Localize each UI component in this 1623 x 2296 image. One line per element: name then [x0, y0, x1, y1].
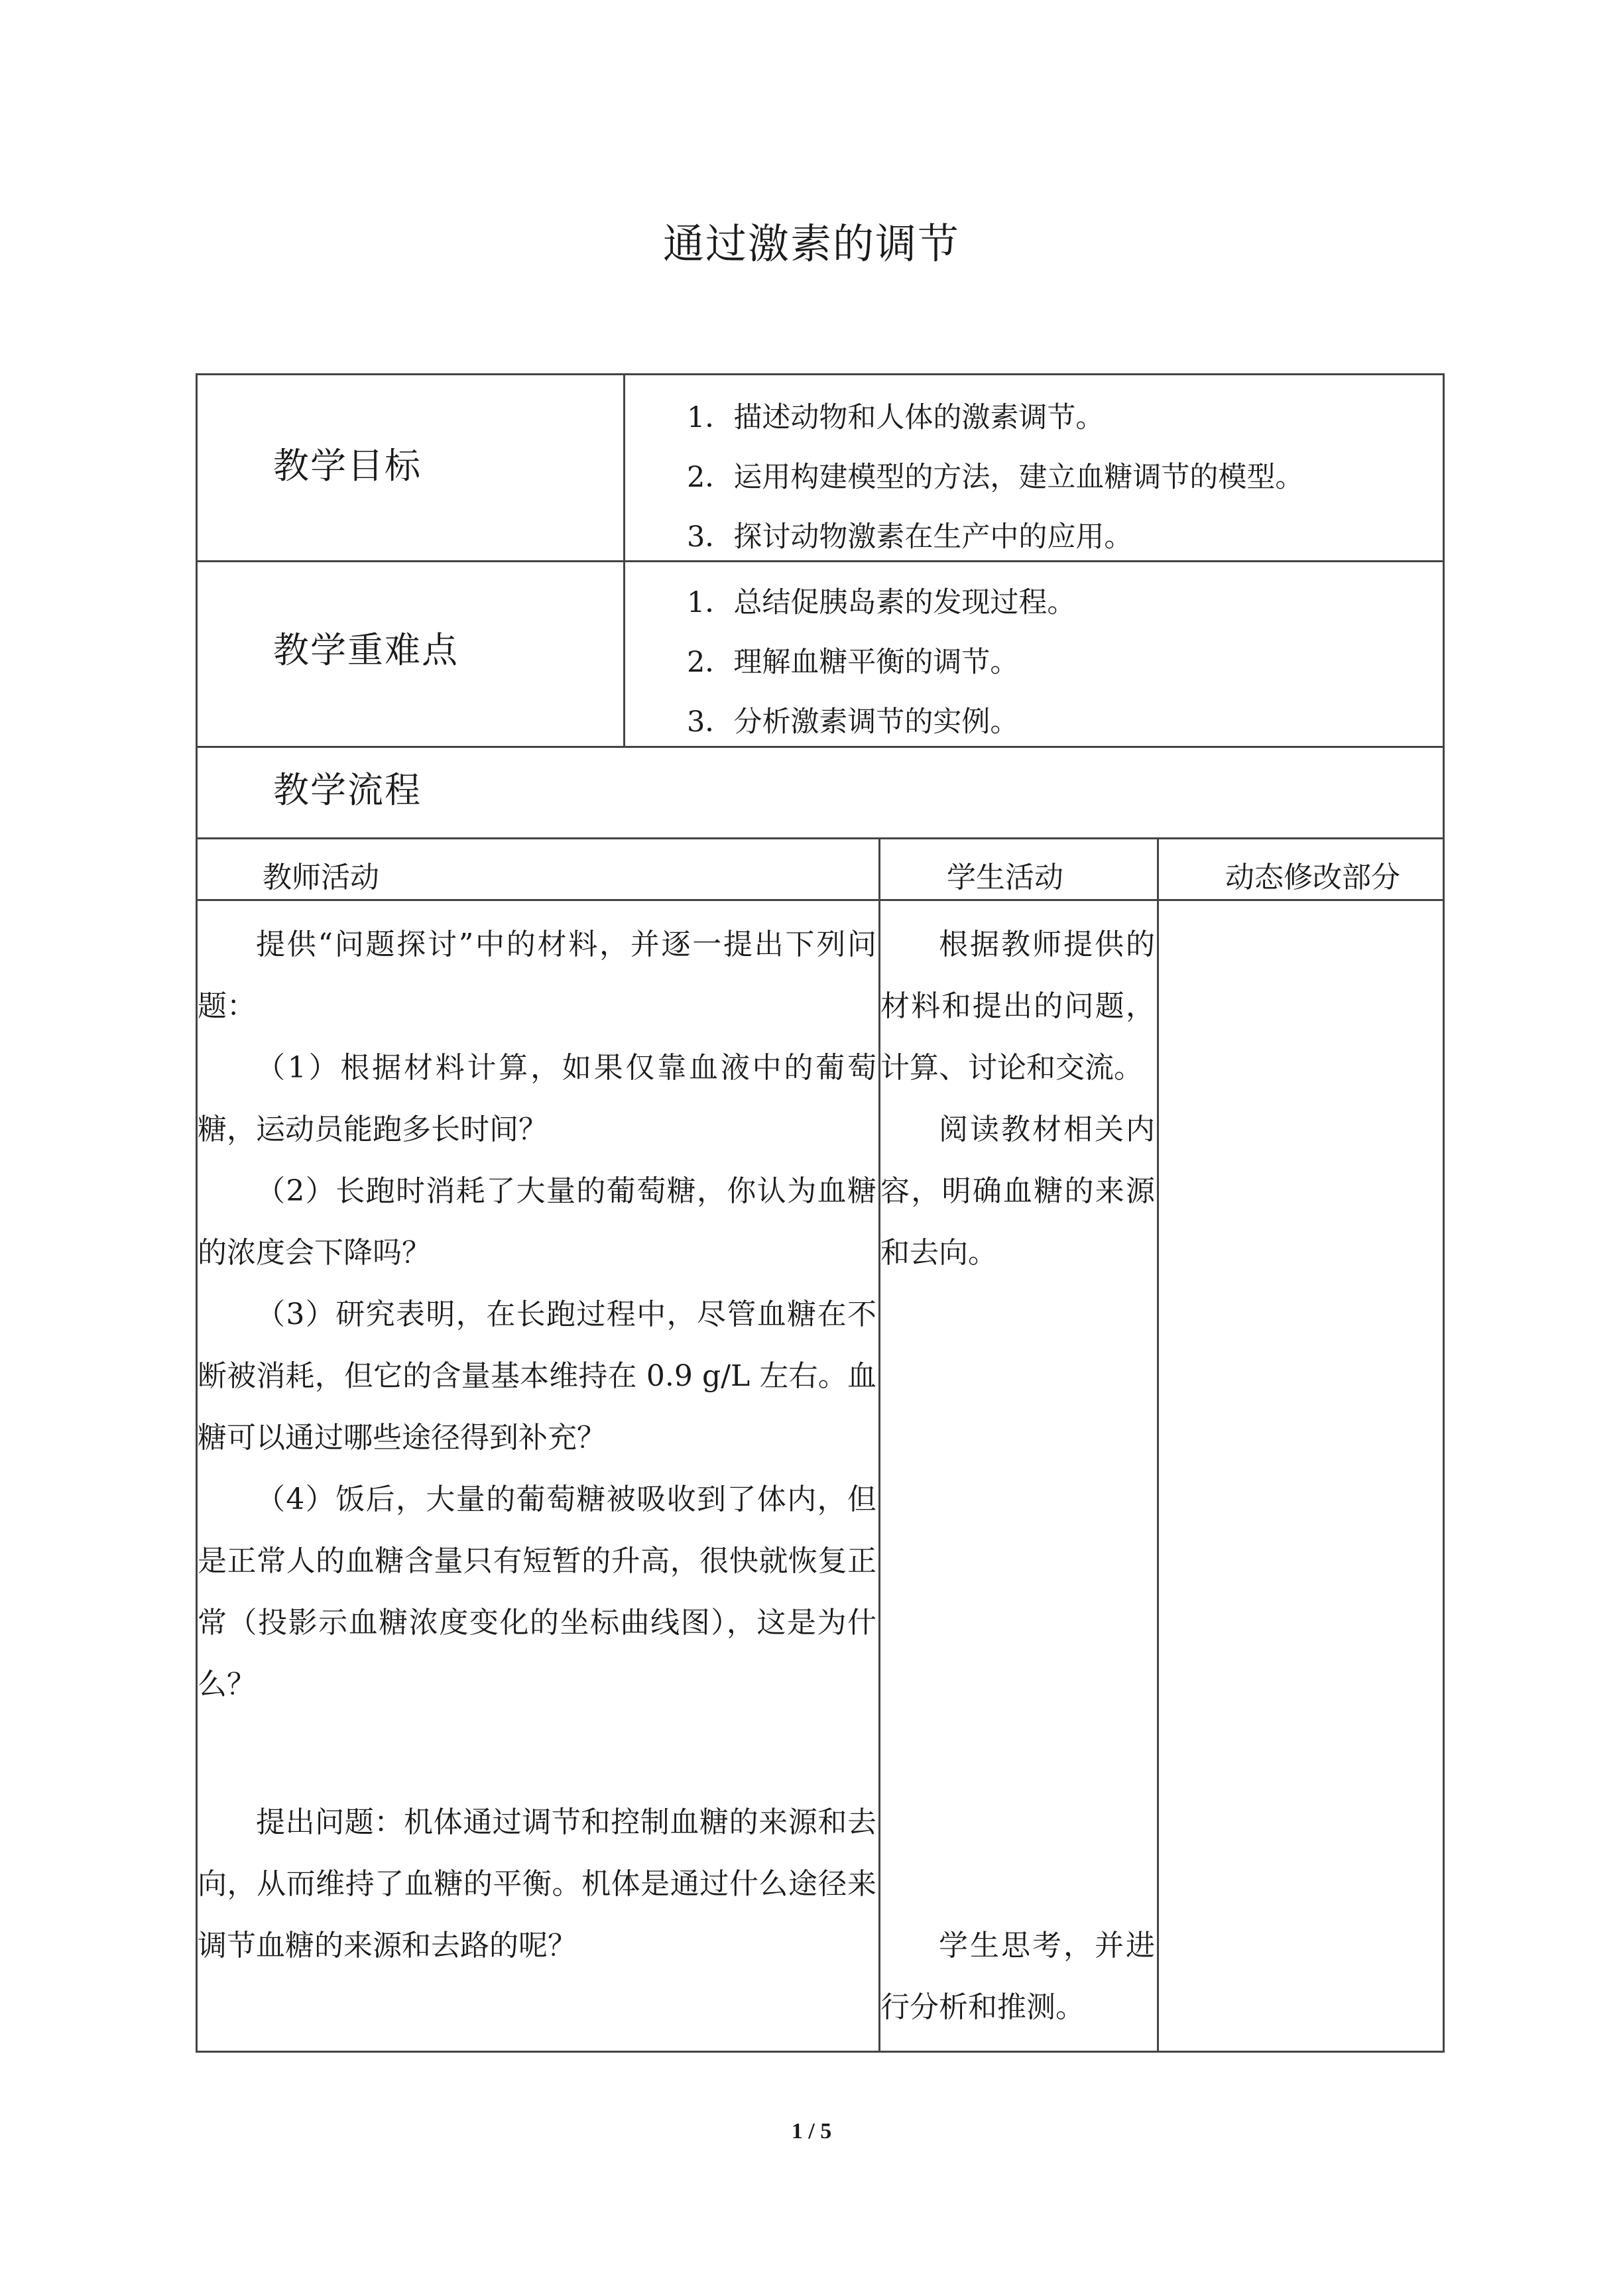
process-label: 教学流程 — [273, 769, 422, 811]
objective-item-1: 1．描述动物和人体的激素调节。 — [687, 401, 1105, 434]
key-point-item-3: 3．分析激素调节的实例。 — [687, 705, 1019, 739]
student-paragraph: 根据教师提供的材料和提出的问题，计算、讨论和交流。 — [880, 928, 1155, 1085]
header-teacher-activity: 教师活动 — [263, 861, 379, 894]
table-border-bottom — [196, 2051, 1445, 2053]
student-paragraph: 阅读教材相关内容，明确血糖的来源和去向。 — [880, 1113, 1155, 1270]
teacher-paragraph: （2）长跑时消耗了大量的葡萄糖，你认为血糖的浓度会下降吗？ — [198, 1174, 876, 1270]
document-title: 通过激素的调节 — [662, 219, 960, 268]
key-points-label: 教学重难点 — [273, 629, 459, 671]
teacher-activity-content — [198, 914, 876, 1715]
teacher-paragraph: 提出问题：机体通过调节和控制血糖的来源和去向，从而维持了血糖的平衡。机体是通过什么途径来调节血糖的来源和去路的呢？ — [198, 1805, 876, 1963]
table-border-row2 — [196, 746, 1445, 748]
table-border-row4 — [196, 899, 1445, 901]
objective-item-2: 2．运用构建模型的方法，建立血糖调节的模型。 — [687, 461, 1304, 494]
page-number: 1 / 5 — [791, 2119, 832, 2144]
header-dynamic-section: 动态修改部分 — [1225, 861, 1400, 894]
objective-item-3: 3．探讨动物激素在生产中的应用。 — [687, 520, 1133, 554]
teacher-paragraph: 提供“问题探讨”中的材料，并逐一提出下列问题： — [198, 928, 876, 1023]
table-divider-student — [1157, 837, 1159, 2053]
teacher-activity-question — [198, 1791, 876, 1976]
table-divider-label — [623, 373, 625, 748]
teacher-paragraph: （1）根据材料计算，如果仅靠血液中的葡萄糖，运动员能跑多长时间？ — [198, 1051, 876, 1146]
table-border-right — [1443, 373, 1445, 2053]
header-student-activity: 学生活动 — [947, 861, 1063, 894]
objectives-label: 教学目标 — [273, 445, 422, 487]
key-point-item-2: 2．理解血糖平衡的调节。 — [687, 646, 1019, 679]
teacher-paragraph: （3）研究表明，在长跑过程中，尽管血糖在不断被消耗，但它的含量基本维持在 0.9 g/L 左右。血糖可以通过哪些途径得到补充？ — [198, 1298, 876, 1455]
student-activity-think — [880, 1915, 1155, 2038]
student-paragraph: 学生思考，并进行分析和推测。 — [880, 1929, 1155, 2024]
table-border-top — [196, 373, 1445, 375]
student-activity-content — [880, 914, 1155, 1284]
table-border-row1 — [196, 560, 1445, 562]
key-point-item-1: 1．总结促胰岛素的发现过程。 — [687, 586, 1076, 619]
teacher-paragraph: （4）饭后，大量的葡萄糖被吸收到了体内，但是正常人的血糖含量只有短暂的升高，很快就恢复正常（投影示血糖浓度变化的坐标曲线图），这是为什么？ — [198, 1482, 876, 1701]
table-border-row3 — [196, 837, 1445, 839]
